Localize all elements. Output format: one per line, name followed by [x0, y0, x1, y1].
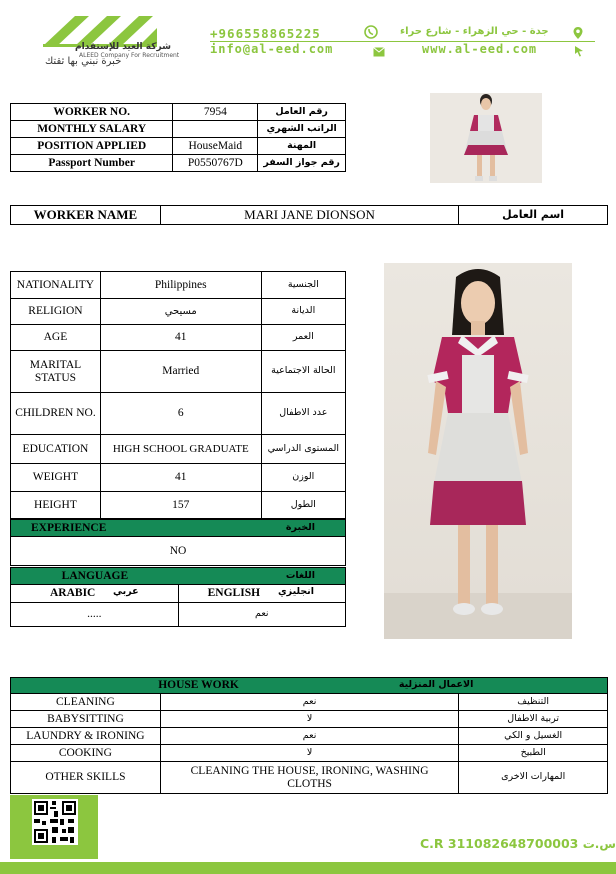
- summary-value: [173, 121, 258, 138]
- house-work-label-arabic: المهارات الاخرى: [459, 762, 608, 794]
- language-english-value: نعم: [178, 603, 345, 627]
- language-table: [10, 567, 346, 627]
- house-work-label: LAUNDRY & IRONING: [11, 728, 161, 745]
- house-work-label-arabic: الغسيل و الكي: [459, 728, 608, 745]
- details-value: 41: [100, 464, 261, 492]
- worker-photo-small: [430, 93, 542, 183]
- phone-number[interactable]: +966558865225: [210, 26, 321, 41]
- commercial-registration: C.R 311082648700003 س.ت: [420, 836, 616, 851]
- summary-label-arabic: المهنة: [258, 138, 346, 155]
- whatsapp-icon: [364, 25, 378, 39]
- details-label-arabic: المستوى الدراسي: [261, 435, 345, 464]
- house-work-label-arabic: الطبيخ: [459, 745, 608, 762]
- summary-row: [11, 138, 346, 155]
- details-label: WEIGHT: [11, 464, 101, 492]
- details-label: AGE: [11, 325, 101, 351]
- details-value: 41: [100, 325, 261, 351]
- worker-name-table: [10, 205, 608, 225]
- details-label-arabic: الجنسية: [261, 272, 345, 299]
- worker-name-label: WORKER NAME: [11, 206, 161, 225]
- details-row: [11, 492, 346, 519]
- house-work-row: [11, 728, 608, 745]
- details-row: [11, 351, 346, 393]
- house-work-label: BABYSITTING: [11, 711, 161, 728]
- details-row: [11, 435, 346, 464]
- experience-header: EXPERIENCE: [11, 520, 216, 537]
- experience-header-arabic: الخبرة: [216, 520, 346, 537]
- house-work-row: [11, 711, 608, 728]
- language-header-arabic: اللغات: [178, 568, 345, 585]
- summary-label: MONTHLY SALARY: [11, 121, 173, 138]
- language-english-label: ENGLISH انجليزي: [178, 585, 345, 603]
- house-work-value: CLEANING THE HOUSE, IRONING, WASHING CLOTHS: [160, 762, 459, 794]
- house-work-value: نعم: [160, 694, 459, 711]
- house-work-table: [10, 677, 608, 794]
- details-row: [11, 272, 346, 299]
- details-label: MARITAL STATUS: [11, 351, 101, 393]
- details-label-arabic: العمر: [261, 325, 345, 351]
- qr-panel: [10, 795, 98, 859]
- house-work-label: CLEANING: [11, 694, 161, 711]
- details-value: 157: [100, 492, 261, 519]
- email-icon: [373, 44, 385, 54]
- details-row: [11, 325, 346, 351]
- house-work-label-arabic: التنظيف: [459, 694, 608, 711]
- summary-label: POSITION APPLIED: [11, 138, 173, 155]
- house-work-header-arabic: الاعمال المنزلية: [459, 678, 608, 694]
- language-arabic-label: ARABIC عربي: [11, 585, 179, 603]
- worker-photo-full: [384, 263, 572, 639]
- summary-value: HouseMaid: [173, 138, 258, 155]
- house-work-label-arabic: تربية الاطفال: [459, 711, 608, 728]
- details-label-arabic: عدد الاطفال: [261, 393, 345, 435]
- summary-value: 7954: [173, 104, 258, 121]
- summary-label-arabic: رقم العامل: [258, 104, 346, 121]
- details-table: [10, 271, 346, 519]
- company-name-english: ALEED Company For Recruitment: [79, 52, 180, 59]
- house-work-label: COOKING: [11, 745, 161, 762]
- website-link[interactable]: www.al-eed.com: [422, 42, 538, 56]
- company-name-arabic: شركة العيد للإستقدام: [75, 42, 171, 52]
- house-work-row: [11, 694, 608, 711]
- language-header: LANGUAGE: [11, 568, 179, 585]
- location-pin-icon: [572, 26, 584, 40]
- worker-name-value: MARI JANE DIONSON: [160, 206, 458, 225]
- company-logo: [35, 14, 180, 67]
- details-row: [11, 393, 346, 435]
- experience-table: [10, 519, 346, 566]
- house-work-value: لا: [160, 745, 459, 762]
- details-value: مسيحي: [100, 299, 261, 325]
- footer-bar: [0, 862, 616, 874]
- company-slogan: خبرة نبني بها ثقتك: [45, 56, 122, 67]
- house-work-value: نعم: [160, 728, 459, 745]
- summary-label: WORKER NO.: [11, 104, 173, 121]
- details-value: 6: [100, 393, 261, 435]
- summary-row: [11, 104, 346, 121]
- language-arabic-value: .....: [11, 603, 179, 627]
- details-value: HIGH SCHOOL GRADUATE: [100, 435, 261, 464]
- details-label-arabic: الديانة: [261, 299, 345, 325]
- summary-label-arabic: الراتب الشهري: [258, 121, 346, 138]
- house-work-row: [11, 762, 608, 794]
- details-label-arabic: الوزن: [261, 464, 345, 492]
- details-label-arabic: الحالة الاجتماعية: [261, 351, 345, 393]
- summary-label: Passport Number: [11, 155, 173, 172]
- summary-row: [11, 155, 346, 172]
- details-label-arabic: الطول: [261, 492, 345, 519]
- summary-value: P0550767D: [173, 155, 258, 172]
- summary-row: [11, 121, 346, 138]
- house-work-header: HOUSE WORK: [11, 678, 459, 694]
- details-label: EDUCATION: [11, 435, 101, 464]
- details-row: [11, 299, 346, 325]
- details-value: Philippines: [100, 272, 261, 299]
- details-value: Married: [100, 351, 261, 393]
- worker-name-label-arabic: اسم العامل: [459, 206, 608, 225]
- details-row: [11, 464, 346, 492]
- summary-label-arabic: رقم جواز السفر: [258, 155, 346, 172]
- house-work-label: OTHER SKILLS: [11, 762, 161, 794]
- details-label: CHILDREN NO.: [11, 393, 101, 435]
- cursor-icon: [574, 44, 584, 56]
- company-address: جدة - حي الزهراء - شارع حراء: [400, 26, 549, 37]
- house-work-row: [11, 745, 608, 762]
- details-label: NATIONALITY: [11, 272, 101, 299]
- details-label: HEIGHT: [11, 492, 101, 519]
- summary-table: [10, 103, 346, 172]
- qr-code-icon: [32, 799, 78, 845]
- details-label: RELIGION: [11, 299, 101, 325]
- email-address[interactable]: info@al-eed.com: [210, 42, 334, 56]
- experience-value: NO: [11, 537, 346, 566]
- house-work-value: لا: [160, 711, 459, 728]
